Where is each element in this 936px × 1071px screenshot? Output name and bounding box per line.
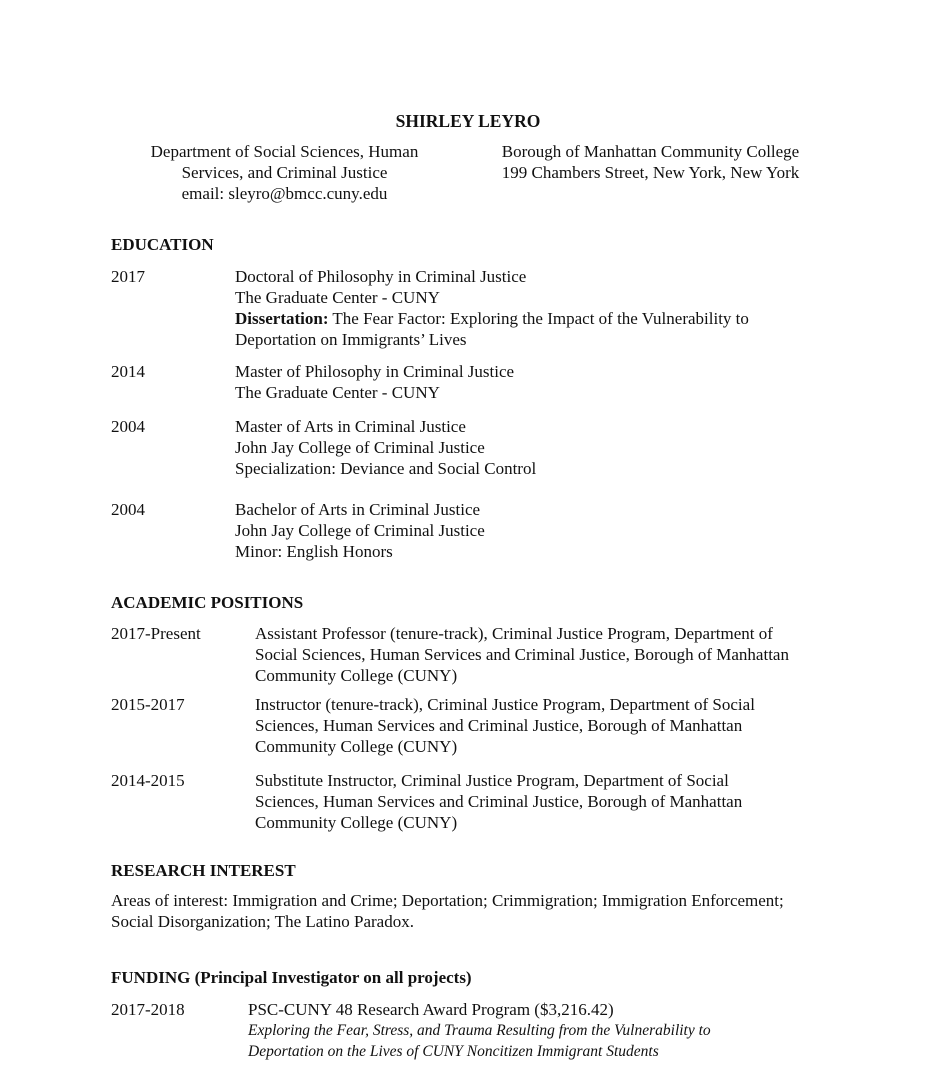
- section-heading-research: RESEARCH INTEREST: [111, 861, 296, 880]
- research-line: Areas of interest: Immigration and Crime; Deportation; Crimmigration; Immigration Enforcement;: [111, 891, 784, 910]
- position-line: Sciences, Human Services and Criminal Justice, Borough of Manhattan: [255, 716, 743, 735]
- institution: John Jay College of Criminal Justice: [235, 521, 485, 540]
- contact-line: Services, and Criminal Justice: [181, 163, 388, 182]
- position-line: Community College (CUNY): [255, 737, 458, 756]
- position-line: Assistant Professor (tenure-track), Criminal Justice Program, Department of: [255, 624, 773, 643]
- position-entry: [255, 694, 755, 757]
- cv-name: SHIRLEY LEYRO: [395, 111, 541, 131]
- contact-address: [478, 141, 823, 183]
- education-entry: [235, 499, 485, 562]
- education-entry: [235, 266, 749, 350]
- research-line: Social Disorganization; The Latino Paradox.: [111, 912, 414, 931]
- institution: John Jay College of Criminal Justice: [235, 438, 485, 457]
- section-heading-funding: FUNDING (Principal Investigator on all projects): [111, 968, 472, 987]
- position-line: Instructor (tenure-track), Criminal Justice Program, Department of Social: [255, 695, 755, 714]
- position-entry: [255, 623, 789, 686]
- contact-email: email: sleyro@bmcc.cuny.edu: [181, 184, 388, 203]
- section-heading-education: EDUCATION: [111, 235, 214, 254]
- position-line: Social Sciences, Human Services and Criminal Justice, Borough of Manhattan: [255, 645, 789, 664]
- education-entry: [235, 416, 536, 479]
- position-years: 2014-2015: [111, 771, 185, 790]
- funding-project: Deportation on the Lives of CUNY Noncitizen Immigrant Students: [248, 1043, 659, 1060]
- degree: Master of Philosophy in Criminal Justice: [235, 362, 515, 381]
- specialization: Specialization: Deviance and Social Control: [235, 459, 537, 478]
- degree: Bachelor of Arts in Criminal Justice: [235, 500, 481, 519]
- position-years: 2015-2017: [111, 695, 185, 714]
- contact-line: 199 Chambers Street, New York, New York: [501, 163, 800, 182]
- contact-line: Department of Social Sciences, Human: [150, 142, 419, 161]
- institution: The Graduate Center - CUNY: [235, 288, 440, 307]
- position-line: Community College (CUNY): [255, 666, 458, 685]
- research-interests: [111, 890, 851, 932]
- degree: Doctoral of Philosophy in Criminal Justice: [235, 267, 527, 286]
- funding-title: PSC-CUNY 48 Research Award Program ($3,216.42): [248, 1000, 614, 1019]
- education-year: 2014: [111, 362, 145, 381]
- position-line: Community College (CUNY): [255, 813, 458, 832]
- position-entry: [255, 770, 742, 833]
- institution: The Graduate Center - CUNY: [235, 383, 440, 402]
- dissertation: [235, 308, 749, 329]
- position-line: Substitute Instructor, Criminal Justice Program, Department of Social: [255, 771, 729, 790]
- dissertation-title: The Fear Factor: Exploring the Impact of the Vulnerability to: [328, 309, 749, 328]
- education-year: 2004: [111, 417, 145, 436]
- position-years: 2017-Present: [111, 624, 201, 643]
- education-year: 2004: [111, 500, 145, 519]
- funding-entry: [248, 999, 711, 1062]
- dissertation-title-cont: Deportation on Immigrants’ Lives: [235, 330, 467, 349]
- education-year: 2017: [111, 267, 145, 286]
- section-heading-positions: ACADEMIC POSITIONS: [111, 593, 304, 612]
- funding-project: Exploring the Fear, Stress, and Trauma Resulting from the Vulnerability to: [248, 1022, 711, 1039]
- position-line: Sciences, Human Services and Criminal Justice, Borough of Manhattan: [255, 792, 743, 811]
- education-entry: [235, 361, 514, 403]
- minor: Minor: English Honors: [235, 542, 393, 561]
- funding-years: 2017-2018: [111, 1000, 185, 1019]
- dissertation-label: Dissertation:: [235, 309, 329, 328]
- contact-line: Borough of Manhattan Community College: [501, 142, 800, 161]
- degree: Master of Arts in Criminal Justice: [235, 417, 466, 436]
- contact-department: [128, 141, 441, 204]
